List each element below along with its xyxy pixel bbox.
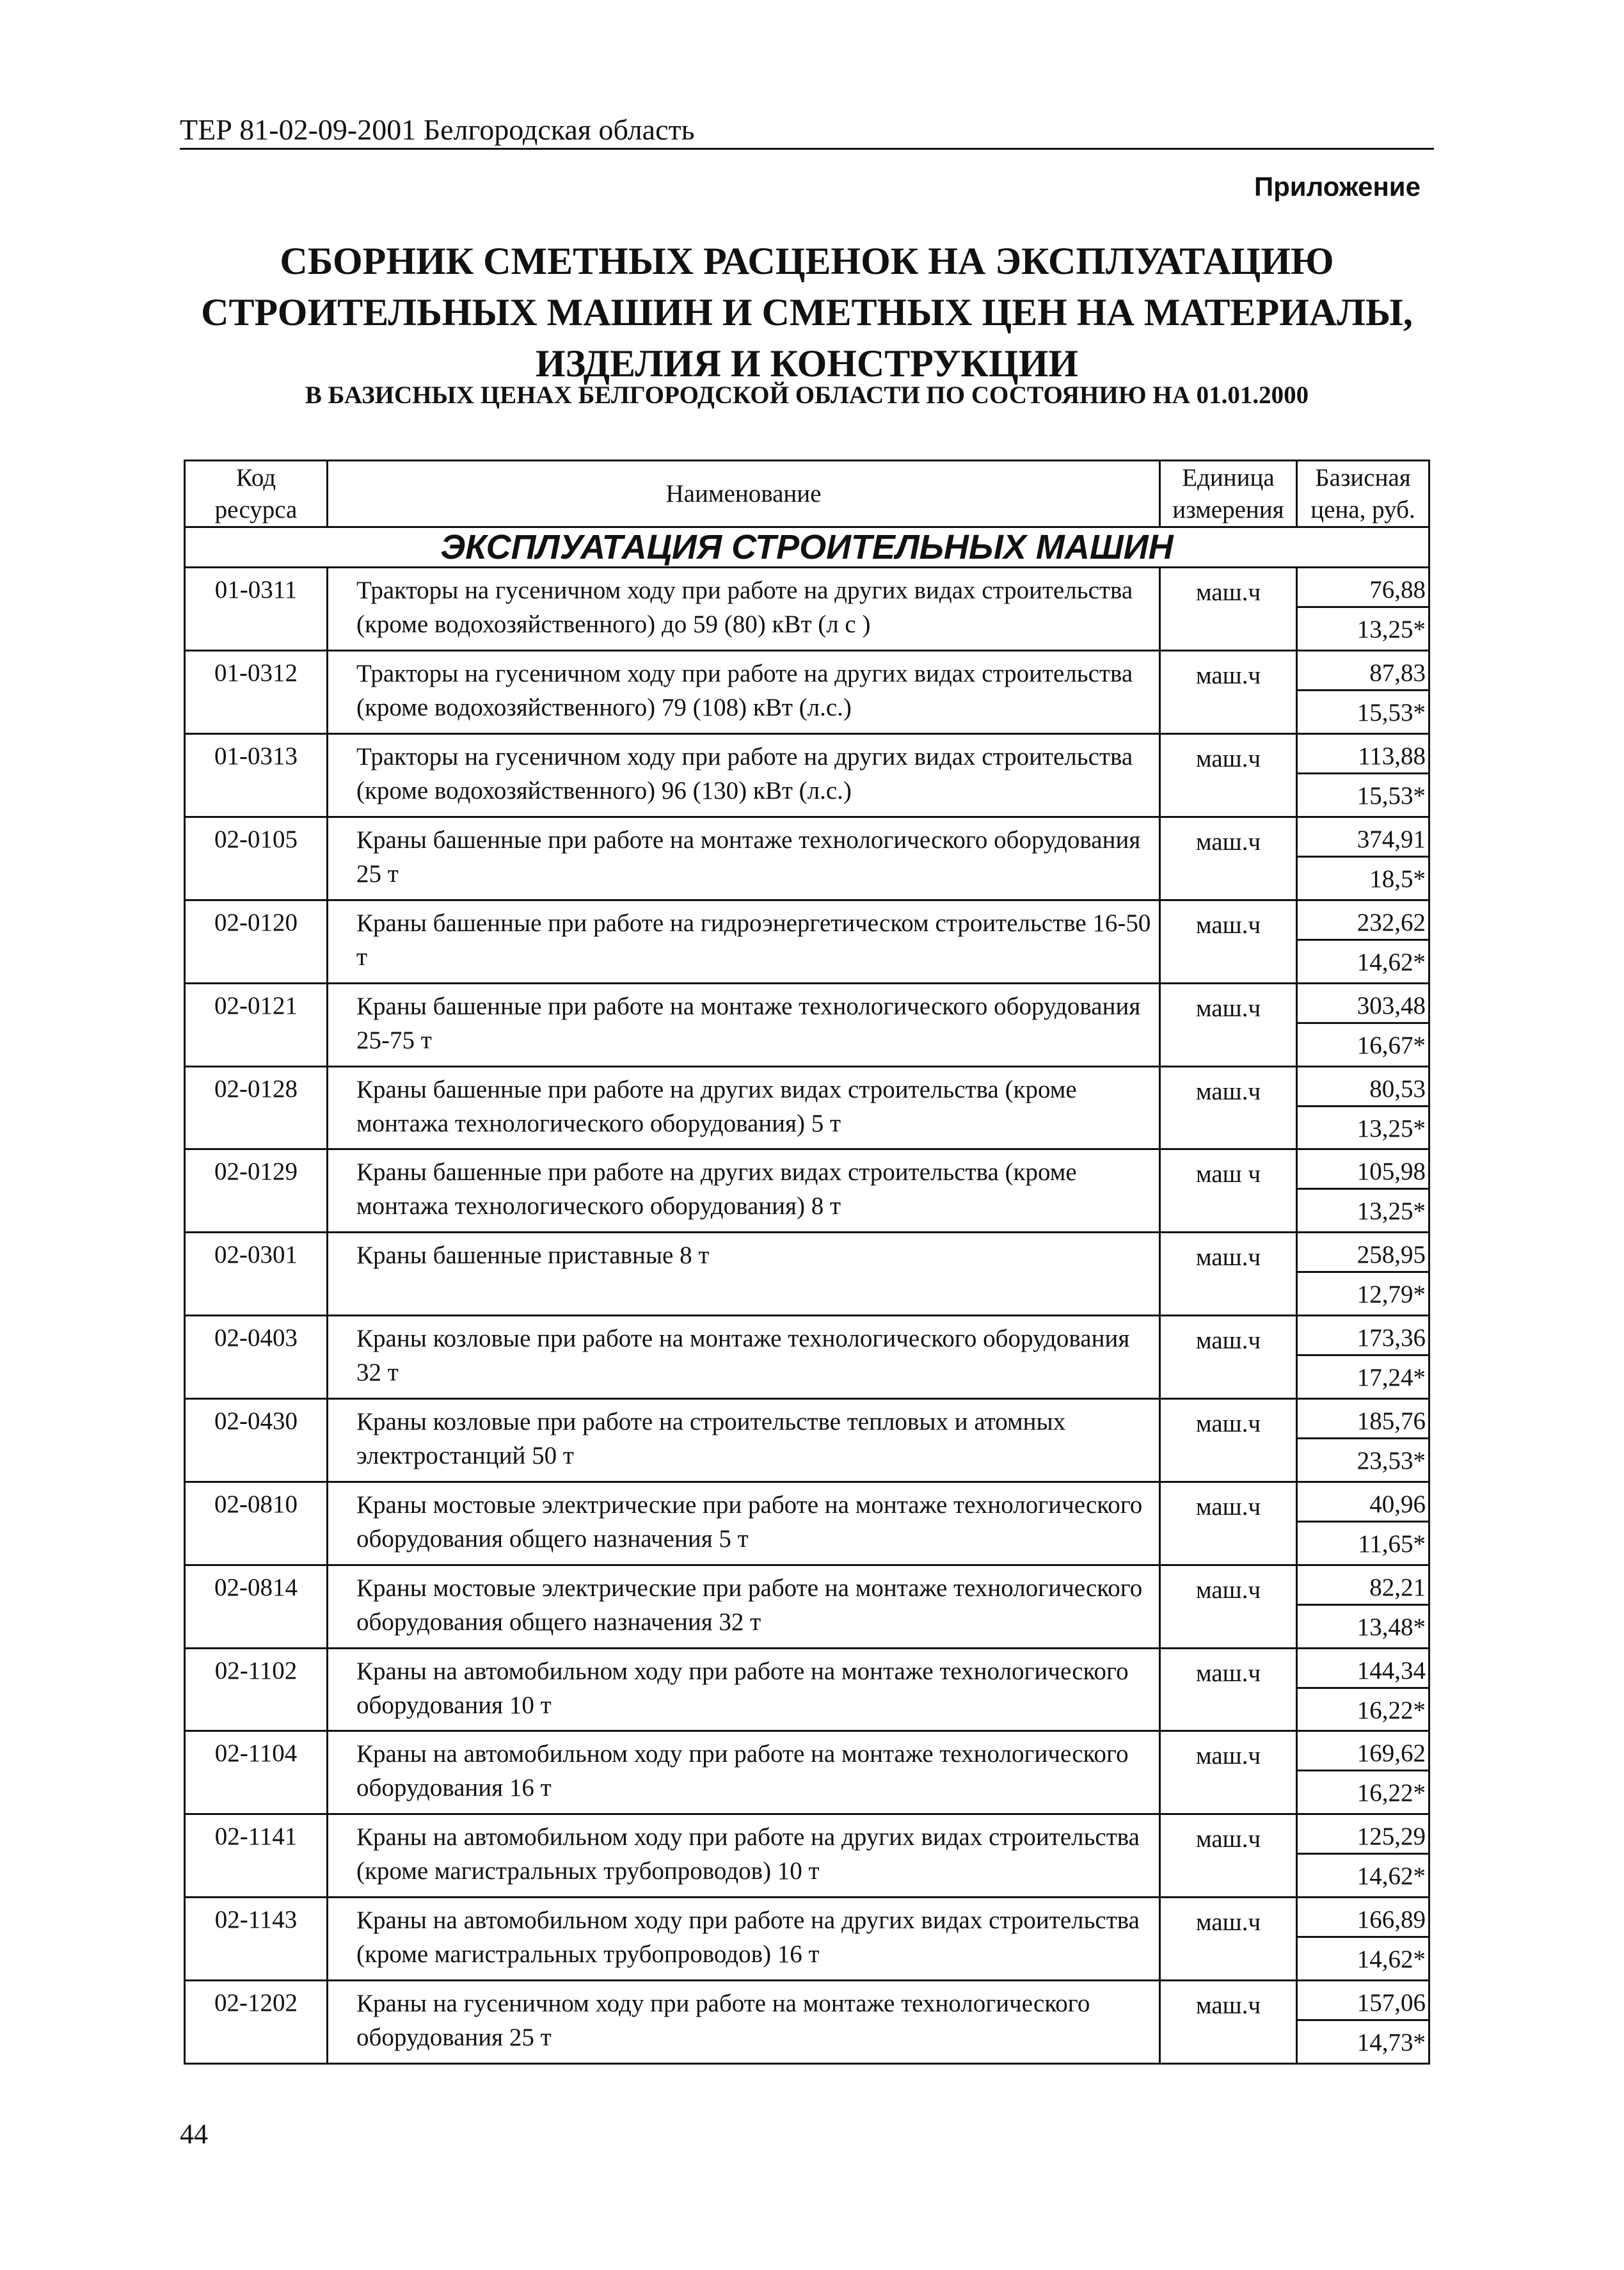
- base-price: 105,98: [1298, 1150, 1428, 1190]
- table-row: [185, 1233, 1429, 1316]
- unit-of-measure: маш.ч: [1160, 568, 1297, 651]
- unit-of-measure: маш.ч: [1160, 1399, 1297, 1482]
- unit-of-measure: маш.ч: [1160, 1316, 1297, 1399]
- base-price: 232,62: [1298, 901, 1428, 941]
- subtitle: В БАЗИСНЫХ ЦЕНАХ БЕЛГОРОДСКОЙ ОБЛАСТИ ПО СОСТОЯНИЮ НА 01.01.2000: [305, 381, 1309, 409]
- resource-code: 02-0403: [185, 1316, 328, 1399]
- resource-name: Краны на автомобильном ходу при работе на монтаже технологического оборудования 10 т: [328, 1648, 1160, 1731]
- resource-name: Краны на автомобильном ходу при работе на других видах строительства (кроме магистральных трубопроводов) 16 т: [328, 1898, 1160, 1981]
- resource-name: Краны башенные при работе на гидроэнергетическом строительстве 16-50 т: [328, 900, 1160, 983]
- resource-name: Краны на автомобильном ходу при работе на монтаже технологического оборудования 16 т: [328, 1731, 1160, 1814]
- base-price-cell: [1297, 1149, 1429, 1233]
- base-price-cell: [1297, 1565, 1429, 1648]
- resource-code: 02-1104: [185, 1731, 328, 1814]
- wage-price: 17,24*: [1357, 1364, 1426, 1392]
- base-price: 374,91: [1298, 818, 1428, 858]
- appendix-label: Приложение: [1254, 172, 1421, 202]
- base-price: 76,88: [1298, 568, 1428, 608]
- unit-of-measure: маш.ч: [1160, 1981, 1297, 2064]
- resource-name: Краны башенные при работе на монтаже технологического оборудования 25-75 т: [328, 983, 1160, 1066]
- table-row: [185, 1731, 1429, 1814]
- wage-price: 18,5*: [1369, 865, 1426, 893]
- table-row: [185, 1814, 1429, 1898]
- base-price: 80,53: [1298, 1067, 1428, 1107]
- wage-price: 16,22*: [1357, 1779, 1426, 1807]
- wage-price: 23,53*: [1357, 1447, 1426, 1475]
- header-name: Наименование: [328, 461, 1160, 527]
- resource-code: 02-0430: [185, 1399, 328, 1482]
- resource-code: 02-0301: [185, 1233, 328, 1316]
- wage-price: 13,48*: [1357, 1613, 1426, 1641]
- unit-of-measure: маш.ч: [1160, 1482, 1297, 1565]
- wage-price: 16,22*: [1357, 1696, 1426, 1724]
- table-row: [185, 1565, 1429, 1648]
- base-price: 169,62: [1298, 1732, 1428, 1771]
- base-price-cell: [1297, 983, 1429, 1066]
- unit-of-measure: маш.ч: [1160, 1565, 1297, 1648]
- unit-of-measure: маш.ч: [1160, 1898, 1297, 1981]
- resource-name: Краны козловые при работе на строительстве тепловых и атомных электростанций 50 т: [328, 1399, 1160, 1482]
- resource-code: 02-0810: [185, 1482, 328, 1565]
- base-price: 125,29: [1298, 1815, 1428, 1855]
- base-price: 144,34: [1298, 1649, 1428, 1689]
- resource-name: Краны на автомобильном ходу при работе на других видах строительства (кроме магистральных трубопроводов) 10 т: [328, 1814, 1160, 1898]
- resource-name: Краны мостовые электрические при работе на монтаже технологического оборудования общего назначения 32 т: [328, 1565, 1160, 1648]
- title-line-1: СБОРНИК СМЕТНЫХ РАСЦЕНОК НА ЭКСПЛУАТАЦИЮ: [280, 240, 1334, 282]
- wage-price: 14,73*: [1357, 2029, 1426, 2057]
- unit-of-measure: маш.ч: [1160, 1233, 1297, 1316]
- resource-code: 02-0105: [185, 817, 328, 900]
- unit-of-measure: маш.ч: [1160, 900, 1297, 983]
- wage-price: 14,62*: [1357, 1946, 1426, 1974]
- title-line-3: ИЗДЕЛИЯ И КОНСТРУКЦИИ: [536, 342, 1078, 385]
- unit-of-measure: маш.ч: [1160, 1648, 1297, 1731]
- wage-price: 15,53*: [1357, 699, 1426, 727]
- page-number: 44: [180, 2118, 208, 2150]
- resource-code: 02-0121: [185, 983, 328, 1066]
- base-price: 173,36: [1298, 1316, 1428, 1356]
- wage-price: 15,53*: [1357, 782, 1426, 810]
- resource-name: Краны башенные при работе на других видах строительства (кроме монтажа технологического оборудования) 5 т: [328, 1066, 1160, 1149]
- base-price-cell: [1297, 1066, 1429, 1149]
- unit-of-measure: маш.ч: [1160, 1066, 1297, 1149]
- resource-code: 02-0129: [185, 1149, 328, 1233]
- table-row: [185, 1149, 1429, 1233]
- unit-of-measure: маш.ч: [1160, 1814, 1297, 1898]
- resource-name: Краны на гусеничном ходу при работе на монтаже технологического оборудования 25 т: [328, 1981, 1160, 2064]
- wage-price: 16,67*: [1357, 1031, 1426, 1059]
- unit-of-measure: маш.ч: [1160, 983, 1297, 1066]
- resource-code: 02-0120: [185, 900, 328, 983]
- wage-price: 13,25*: [1357, 1114, 1426, 1142]
- main-title: [180, 236, 1434, 389]
- base-price-cell: [1297, 651, 1429, 734]
- base-price: 87,83: [1298, 651, 1428, 691]
- table-row: [185, 1482, 1429, 1565]
- table-row: [185, 734, 1429, 817]
- base-price: 303,48: [1298, 984, 1428, 1024]
- resource-name: Тракторы на гусеничном ходу при работе на других видах строительства (кроме водохозяйственного) до 59 (80) кВт (л с ): [328, 568, 1160, 651]
- resource-name: Тракторы на гусеничном ходу при работе на других видах строительства (кроме водохозяйственного) 96 (130) кВт (л.с.): [328, 734, 1160, 817]
- unit-of-measure: маш.ч: [1160, 734, 1297, 817]
- base-price: 82,21: [1298, 1566, 1428, 1606]
- resource-name: Краны башенные приставные 8 т: [328, 1233, 1160, 1316]
- header-unit: Единица измерения: [1160, 461, 1297, 527]
- base-price-cell: [1297, 568, 1429, 651]
- resource-name: Тракторы на гусеничном ходу при работе на других видах строительства (кроме водохозяйственного) 79 (108) кВт (л.с.): [328, 651, 1160, 734]
- base-price-cell: [1297, 1482, 1429, 1565]
- table-row: [185, 817, 1429, 900]
- unit-of-measure: маш.ч: [1160, 651, 1297, 734]
- resource-name: Краны башенные при работе на монтаже технологического оборудования 25 т: [328, 817, 1160, 900]
- section-row: [185, 527, 1429, 568]
- title-line-2: СТРОИТЕЛЬНЫХ МАШИН И СМЕТНЫХ ЦЕН НА МАТЕРИАЛЫ,: [201, 291, 1413, 333]
- base-price: 185,76: [1298, 1400, 1428, 1439]
- resource-name: Краны мостовые электрические при работе на монтаже технологического оборудования общего назначения 5 т: [328, 1482, 1160, 1565]
- base-price: 166,89: [1298, 1898, 1428, 1938]
- rates-table: [184, 460, 1430, 2065]
- base-price-cell: [1297, 1731, 1429, 1814]
- base-price-cell: [1297, 1981, 1429, 2064]
- resource-name: Краны башенные при работе на других видах строительства (кроме монтажа технологического оборудования) 8 т: [328, 1149, 1160, 1233]
- unit-of-measure: маш.ч: [1160, 817, 1297, 900]
- table-row: [185, 1648, 1429, 1731]
- resource-code: 02-1143: [185, 1898, 328, 1981]
- header-code: Код ресурса: [185, 461, 328, 527]
- header-price: Базисная цена, руб.: [1297, 461, 1429, 527]
- unit-of-measure: маш ч: [1160, 1149, 1297, 1233]
- wage-price: 14,62*: [1357, 1862, 1426, 1890]
- table-row: [185, 568, 1429, 651]
- resource-code: 02-0814: [185, 1565, 328, 1648]
- table-row: [185, 1981, 1429, 2064]
- table-header-row: [185, 461, 1429, 527]
- document-code: ТЕР 81-02-09-2001 Белгородская область: [180, 113, 695, 146]
- wage-price: 13,25*: [1357, 616, 1426, 644]
- unit-of-measure: маш.ч: [1160, 1731, 1297, 1814]
- base-price: 40,96: [1298, 1483, 1428, 1523]
- wage-price: 13,25*: [1357, 1197, 1426, 1226]
- resource-code: 01-0311: [185, 568, 328, 651]
- table-row: [185, 1399, 1429, 1482]
- base-price-cell: [1297, 734, 1429, 817]
- table-row: [185, 900, 1429, 983]
- table-row: [185, 1898, 1429, 1981]
- resource-code: 02-1102: [185, 1648, 328, 1731]
- base-price-cell: [1297, 900, 1429, 983]
- wage-price: 11,65*: [1358, 1530, 1426, 1558]
- base-price-cell: [1297, 817, 1429, 900]
- table-body: [185, 527, 1429, 2064]
- base-price-cell: [1297, 1233, 1429, 1316]
- base-price-cell: [1297, 1399, 1429, 1482]
- base-price: 113,88: [1298, 735, 1428, 774]
- table-row: [185, 983, 1429, 1066]
- resource-code: 02-0128: [185, 1066, 328, 1149]
- table-row: [185, 651, 1429, 734]
- base-price: 157,06: [1298, 1981, 1428, 2021]
- base-price-cell: [1297, 1814, 1429, 1898]
- resource-code: 01-0313: [185, 734, 328, 817]
- base-price-cell: [1297, 1898, 1429, 1981]
- resource-code: 02-1141: [185, 1814, 328, 1898]
- wage-price: 14,62*: [1357, 948, 1426, 976]
- resource-code: 02-1202: [185, 1981, 328, 2064]
- base-price-cell: [1297, 1648, 1429, 1731]
- header-rule: [180, 148, 1434, 150]
- resource-name: Краны козловые при работе на монтаже технологического оборудования 32 т: [328, 1316, 1160, 1399]
- resource-code: 01-0312: [185, 651, 328, 734]
- table-row: [185, 1066, 1429, 1149]
- wage-price: 12,79*: [1357, 1281, 1426, 1309]
- base-price: 258,95: [1298, 1233, 1428, 1273]
- table-row: [185, 1316, 1429, 1399]
- base-price-cell: [1297, 1316, 1429, 1399]
- section-title: ЭКСПЛУАТАЦИЯ СТРОИТЕЛЬНЫХ МАШИН: [185, 527, 1429, 568]
